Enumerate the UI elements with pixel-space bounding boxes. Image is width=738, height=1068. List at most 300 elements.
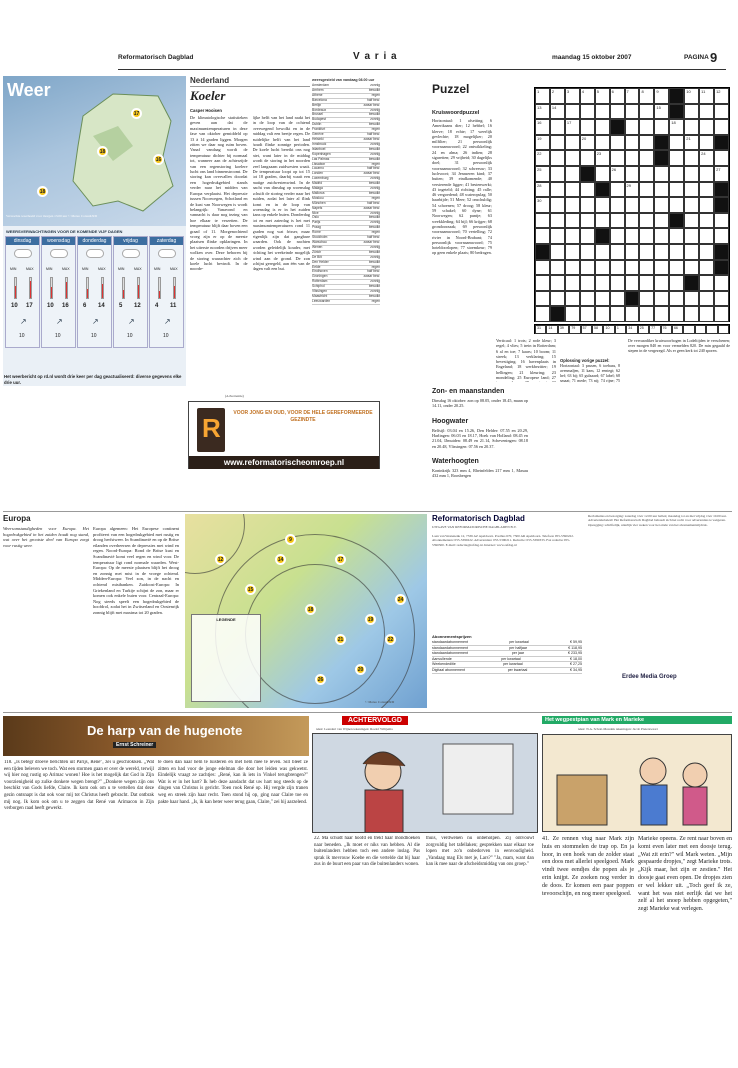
crossword-cell[interactable] bbox=[565, 244, 580, 260]
zon-text: Dinsdag 16 oktober: zon op 08.05, onder 18.45, maan op 14.11, onder 20.25. bbox=[432, 398, 528, 409]
thermometer bbox=[122, 277, 125, 299]
crossword-cell[interactable]: 12 bbox=[714, 88, 729, 104]
crossword-cell[interactable] bbox=[580, 291, 595, 307]
crossword-cell[interactable]: 20 bbox=[580, 135, 595, 151]
crossword-cell[interactable] bbox=[654, 213, 669, 229]
forecast-precip: 10 bbox=[19, 333, 25, 339]
crossword-cell[interactable] bbox=[684, 182, 699, 198]
weather-map bbox=[3, 76, 186, 226]
crossword-cell[interactable] bbox=[639, 119, 654, 135]
crossword-cell[interactable] bbox=[714, 119, 729, 135]
forecast-max: 11 bbox=[170, 303, 177, 309]
city: Oslo bbox=[312, 215, 319, 220]
crossword-cell[interactable] bbox=[535, 306, 550, 322]
crossword-cell[interactable]: 6 bbox=[610, 88, 625, 104]
crossword-cell[interactable] bbox=[699, 291, 714, 307]
forecast-min: 10 bbox=[11, 303, 18, 309]
crossword-cell[interactable]: 2 bbox=[550, 88, 565, 104]
crossword-cell[interactable] bbox=[595, 135, 610, 151]
crossword-cell[interactable]: 5 bbox=[595, 88, 610, 104]
wind-arrow-icon: ↗ bbox=[20, 317, 27, 326]
crossword-cell[interactable] bbox=[580, 275, 595, 291]
comic-text2: thuis, verdwenen nu onbeholpen. Zij ontvouwt zorgvuldig het tafellaken; gesprekken naar elkaar toe lopen met zo'n onbedorven in eenvoudigheid. „Vandaag mag Els met je, Lars?" "Ja, mam, want dan kan ik mee naar de afscheidsmiddag van ons groep." bbox=[426, 836, 534, 868]
condition: zwaar bew. bbox=[363, 205, 380, 210]
crossword-cell[interactable] bbox=[595, 182, 610, 198]
crossword-cell[interactable] bbox=[610, 260, 625, 276]
crossword-cell[interactable] bbox=[550, 228, 565, 244]
europe-temp: 26 bbox=[315, 674, 326, 685]
crossword-cell[interactable] bbox=[669, 197, 684, 213]
weather-table bbox=[312, 78, 380, 378]
wegpest-text2: Marieke opeens. Ze rent naar boven en komt even later met een doosje terug. „Wat zit erin?" wil Mark weten. „Mijn gespaarde dropjes," zegt Marieke trots. „Kijk maar, het zijn er zestien." Het doosje gaat even open. De dropjes zien er wel lekker uit. „Toch geef ik ze, want het was niet eerlijk dat we het zelf al het snoep hebben opgegeten," zegt Marieke wat verlegen. bbox=[638, 836, 732, 913]
crossword-cell[interactable] bbox=[595, 275, 610, 291]
crossword-cell[interactable]: 29 bbox=[625, 182, 640, 198]
crossword-cell[interactable] bbox=[639, 197, 654, 213]
crossword-cell[interactable] bbox=[535, 213, 550, 229]
puzzle-kicker: Puzzel bbox=[432, 82, 470, 96]
crossword-cell[interactable] bbox=[654, 260, 669, 276]
crossword-cell[interactable] bbox=[610, 306, 625, 322]
solution-cell[interactable]: 76 bbox=[661, 325, 672, 334]
solution-cell[interactable]: 79 bbox=[569, 325, 580, 334]
crossword-cell[interactable] bbox=[610, 197, 625, 213]
crossword-cell[interactable] bbox=[535, 275, 550, 291]
masthead: Reformatorisch Dagblad bbox=[118, 54, 194, 61]
crossword-cell[interactable]: 27 bbox=[714, 166, 729, 182]
crossword-cell[interactable] bbox=[699, 119, 714, 135]
crossword-cell[interactable] bbox=[625, 104, 640, 120]
nederland-col1: De klimatologische statistieken geven aan dat de maximumtemperaturen in deze fase van oktober gemiddeld op 13 à 14 graden liggen. Morgen zitten we daar nog ruim boven. Vanaf vandaag wordt de temperatuur dichter bij normaal tot, wanneer aan de achterzijde van een regenstoring koelere lucht ons land binnenstroomt. De storing kan overvallen doordat een hogedrukgebied stands verder naar het midden van Europa verplaatst. Het depressie tussen Noorwegen, Schotland en de kust van Noorwegen is wordt belangrijk: Vanavond en vannacht is daar nog tezing van hoe elkaar te verzetten. De temperatuur blijft daar boven een graad of 11. Morgenochtend vroeg zijn er op de meeste plaatsen flinke opklaringen. In het uiterste noorden drijven meer wolken over. Deze behoren bij de storing waarachter zich de koele lucht bevindt. In de noorde- bbox=[190, 115, 248, 272]
crossword-cell[interactable] bbox=[714, 244, 729, 260]
crossword-cell[interactable] bbox=[595, 244, 610, 260]
weather-block bbox=[3, 76, 186, 386]
crossword-cell[interactable] bbox=[654, 291, 669, 307]
crossword-cell[interactable] bbox=[714, 104, 729, 120]
legend-box bbox=[191, 614, 261, 702]
solution-cell[interactable] bbox=[695, 325, 706, 334]
crossword-solution[interactable] bbox=[534, 324, 730, 334]
crossword-cell[interactable] bbox=[610, 275, 625, 291]
rate-period: per kwartaal bbox=[501, 656, 521, 661]
crossword-cell[interactable] bbox=[639, 166, 654, 182]
city: Madrid bbox=[312, 181, 323, 186]
crossword-cell[interactable] bbox=[625, 244, 640, 260]
crossword-cell[interactable] bbox=[669, 244, 684, 260]
crossword-cell[interactable] bbox=[625, 291, 640, 307]
crossword-cell[interactable] bbox=[580, 213, 595, 229]
crossword-cell[interactable]: 24 bbox=[699, 150, 714, 166]
crossword-cell[interactable] bbox=[639, 260, 654, 276]
crossword-cell[interactable] bbox=[565, 260, 580, 276]
crossword-cell[interactable] bbox=[550, 291, 565, 307]
crossword-cell[interactable] bbox=[625, 119, 640, 135]
crossword-cell[interactable]: 1 bbox=[535, 88, 550, 104]
thermometer bbox=[101, 277, 104, 299]
crossword-cell[interactable] bbox=[669, 150, 684, 166]
crossword-cell[interactable] bbox=[565, 213, 580, 229]
crossword-cell[interactable] bbox=[625, 166, 640, 182]
crossword-cell[interactable] bbox=[699, 275, 714, 291]
crossword-cell[interactable] bbox=[550, 244, 565, 260]
crossword-cell[interactable] bbox=[669, 213, 684, 229]
crossword-cell[interactable]: 19 bbox=[535, 135, 550, 151]
crossword-cell[interactable] bbox=[595, 306, 610, 322]
omroep-logo bbox=[197, 408, 225, 452]
crossword-cell[interactable] bbox=[639, 306, 654, 322]
story-banner bbox=[3, 716, 309, 756]
crossword-cell[interactable] bbox=[625, 260, 640, 276]
forecast-min: 4 bbox=[155, 303, 159, 309]
crossword-cell[interactable]: 13 bbox=[535, 104, 550, 120]
crossword-cell[interactable] bbox=[684, 166, 699, 182]
europe-temp: 24 bbox=[395, 594, 406, 605]
solution-cell[interactable]: 1 bbox=[615, 325, 626, 334]
crossword-cell[interactable] bbox=[684, 244, 699, 260]
condition: zwaar bew. bbox=[363, 136, 380, 141]
nederland-title: Koeler bbox=[190, 86, 310, 104]
crossword-cell[interactable] bbox=[639, 213, 654, 229]
europe-temp: 9 bbox=[285, 534, 296, 545]
solution-cell[interactable] bbox=[683, 325, 694, 334]
crossword-cell[interactable] bbox=[580, 150, 595, 166]
crossword-cell[interactable] bbox=[565, 197, 580, 213]
crossword-cell[interactable] bbox=[565, 182, 580, 198]
crossword-cell[interactable] bbox=[654, 182, 669, 198]
crossword-cell[interactable] bbox=[610, 213, 625, 229]
rate-name: Weekendeditie bbox=[432, 662, 456, 667]
crossword-cell[interactable] bbox=[699, 182, 714, 198]
crossword-cell[interactable] bbox=[714, 182, 729, 198]
crossword-cell[interactable] bbox=[639, 104, 654, 120]
crossword-cell[interactable]: 25 bbox=[535, 166, 550, 182]
city: Warschau bbox=[312, 240, 327, 244]
city: Eelde bbox=[312, 264, 321, 269]
crossword-cell[interactable] bbox=[669, 306, 684, 322]
crossword-cell[interactable] bbox=[580, 260, 595, 276]
crossword-cell[interactable]: 14 bbox=[550, 104, 565, 120]
crossword-cell[interactable] bbox=[639, 182, 654, 198]
page-label: PAGINA bbox=[684, 54, 709, 61]
crossword-cell[interactable]: 18 bbox=[669, 119, 684, 135]
crossword-cell[interactable] bbox=[654, 119, 669, 135]
crossword-cell[interactable] bbox=[535, 244, 550, 260]
city: Arnhem bbox=[312, 87, 324, 92]
crossword-cell[interactable] bbox=[654, 197, 669, 213]
condition: regen bbox=[371, 127, 380, 132]
crossword-cell[interactable] bbox=[565, 104, 580, 120]
crossword-cell[interactable] bbox=[669, 135, 684, 151]
city: Londen bbox=[312, 171, 324, 176]
crossword-cell[interactable] bbox=[654, 244, 669, 260]
crossword-cell[interactable] bbox=[699, 197, 714, 213]
crossword-cell[interactable]: 30 bbox=[535, 197, 550, 213]
solution-cell[interactable]: 39 bbox=[558, 325, 569, 334]
crossword-cell[interactable] bbox=[684, 119, 699, 135]
crossword-cell[interactable] bbox=[654, 228, 669, 244]
crossword-cell[interactable] bbox=[699, 228, 714, 244]
crossword-cell[interactable] bbox=[699, 166, 714, 182]
crossword-cell[interactable] bbox=[714, 213, 729, 229]
city: Stockholm bbox=[312, 235, 328, 240]
comic-text1: 22. Ma schudt haar hoofd en trekt haar mondhoeken naar beneden. „Ik moet er niks van hebben. Al die buitenlanders hebben toch een andere inslag. Pas sprak ik mevrouw Koebe en die vertelde dat bij haar zus in de buurt een paar van die buitenlanders wonen. bbox=[314, 836, 420, 868]
crossword-cell[interactable] bbox=[699, 244, 714, 260]
crossword-cell[interactable] bbox=[684, 291, 699, 307]
city: München bbox=[312, 200, 326, 205]
crossword-cell[interactable] bbox=[639, 150, 654, 166]
crossword-cell[interactable] bbox=[625, 306, 640, 322]
city: Mallorca bbox=[312, 190, 325, 195]
advert-url[interactable]: www.reformatorischeomroep.nl bbox=[189, 456, 379, 469]
crossword-cell[interactable] bbox=[714, 291, 729, 307]
crossword-cell[interactable] bbox=[639, 275, 654, 291]
crossword-cell[interactable] bbox=[625, 213, 640, 229]
crossword-cell[interactable] bbox=[669, 291, 684, 307]
condition: zonnig bbox=[370, 107, 380, 112]
europe-temp: 17 bbox=[335, 554, 346, 565]
crossword-cell[interactable]: 4 bbox=[580, 88, 595, 104]
solution-cell[interactable]: 25 bbox=[638, 325, 649, 334]
crossword-cell[interactable] bbox=[595, 260, 610, 276]
crossword-cell[interactable] bbox=[714, 275, 729, 291]
crossword-cell[interactable] bbox=[610, 182, 625, 198]
city: Rome bbox=[312, 230, 321, 235]
crossword-cell[interactable]: 17 bbox=[565, 119, 580, 135]
crossword-cell[interactable] bbox=[565, 228, 580, 244]
city: Schiphol bbox=[312, 284, 325, 289]
crossword-cell[interactable] bbox=[625, 135, 640, 151]
city: Luxemburg bbox=[312, 176, 329, 181]
crossword-cell[interactable] bbox=[565, 166, 580, 182]
rates-table bbox=[432, 640, 582, 674]
crossword-cell[interactable]: 11 bbox=[699, 88, 714, 104]
crossword-cell[interactable]: 15 bbox=[654, 104, 669, 120]
crossword-cell[interactable] bbox=[669, 182, 684, 198]
rate-period: per kwartaal bbox=[507, 667, 528, 672]
europe-temp: 15 bbox=[245, 584, 256, 595]
crossword-cell[interactable] bbox=[565, 306, 580, 322]
crossword-cell[interactable] bbox=[625, 228, 640, 244]
crossword-cell[interactable] bbox=[669, 88, 684, 104]
solution-cell[interactable]: 66 bbox=[672, 325, 683, 334]
section-title: V a r i a bbox=[353, 51, 398, 62]
crossword-cell[interactable] bbox=[639, 228, 654, 244]
crossword-cell[interactable] bbox=[610, 228, 625, 244]
crossword-cell[interactable] bbox=[654, 306, 669, 322]
crossword-cell[interactable] bbox=[714, 306, 729, 322]
crossword-cell[interactable] bbox=[610, 119, 625, 135]
solution-cell[interactable]: 58 bbox=[592, 325, 603, 334]
crossword-cell[interactable] bbox=[684, 228, 699, 244]
crossword-cell[interactable] bbox=[595, 166, 610, 182]
crossword-cell[interactable] bbox=[714, 260, 729, 276]
solution-cell[interactable]: 31 bbox=[535, 325, 546, 334]
solution-cell[interactable]: 77 bbox=[649, 325, 660, 334]
crossword-cell[interactable] bbox=[550, 306, 565, 322]
crossword-cell[interactable] bbox=[714, 228, 729, 244]
crossword-cell[interactable] bbox=[699, 260, 714, 276]
crossword-cell[interactable] bbox=[684, 104, 699, 120]
city: Dublin bbox=[312, 122, 322, 127]
divider-mid bbox=[3, 511, 732, 512]
crossword-cell[interactable] bbox=[595, 104, 610, 120]
crossword-cell[interactable] bbox=[684, 275, 699, 291]
crossword-cell[interactable] bbox=[565, 275, 580, 291]
crossword-cell[interactable] bbox=[684, 260, 699, 276]
crossword-cell[interactable] bbox=[714, 135, 729, 151]
nederland-byline: Casper Hooisen bbox=[190, 108, 222, 113]
crossword-cell[interactable] bbox=[535, 228, 550, 244]
crossword-cell[interactable] bbox=[610, 244, 625, 260]
city: Leeuwarden bbox=[312, 298, 331, 303]
crossword-cell[interactable]: 10 bbox=[684, 88, 699, 104]
nederland-col2: lijke helft van het land raakt het in de loop van de ochtend overwegend bewolkt en in de middag valt een beetje regen. De zuidelijke helft van het land houdt flinke zonnige perioden. De koele lucht bereikt ons nog niet, want later in de middag wordt de storing in het noorden veel langzaam zuidwesten waait. De temperatuur loopt op tot 15 tot 18 graden, daarbij waait een matige zuidwestenwind. In de nacht van dinsdag op woensdag schuift de storing verder naar het zuiden, zodat het later al flink komt en in de loop van woensdag is er in het zuiden kans op enkele buien. Donderdag tot en met zaterdag is het met maximumtemperaturen rond 11 graden nog wat frisser, maar eigenlijk zijn dat gangbare waarden. Ook de nachten worden geleidelijk kouder, met richting het weekeinde mogelijk wind aan de grond. De zon schijnt geregeld, aan één van de dagen valt een bui. bbox=[252, 115, 310, 272]
crossword-cell[interactable] bbox=[654, 275, 669, 291]
condition: half bew. bbox=[366, 235, 380, 240]
crossword-cell[interactable] bbox=[669, 166, 684, 182]
city: Eindhoven bbox=[312, 269, 328, 274]
crossword-cell[interactable] bbox=[550, 275, 565, 291]
europe-temp: 20 bbox=[355, 664, 366, 675]
crossword-grid[interactable] bbox=[534, 87, 730, 322]
condition: zwaar bew. bbox=[363, 240, 380, 244]
crossword-cell[interactable] bbox=[714, 197, 729, 213]
crossword-cell[interactable]: 26 bbox=[610, 166, 625, 182]
comic-achtervolgd bbox=[312, 716, 538, 1066]
crossword-cell[interactable]: 8 bbox=[639, 88, 654, 104]
forecast-day bbox=[113, 236, 148, 348]
crossword-cell[interactable] bbox=[580, 244, 595, 260]
crossword-cell[interactable] bbox=[669, 275, 684, 291]
crossword-cell[interactable] bbox=[595, 213, 610, 229]
crossword-cell[interactable] bbox=[684, 306, 699, 322]
city: Budapest bbox=[312, 117, 326, 122]
crossword-cell[interactable] bbox=[625, 197, 640, 213]
cloud-icon bbox=[14, 249, 32, 258]
crossword-cell[interactable] bbox=[714, 150, 729, 166]
solution-cell[interactable] bbox=[718, 325, 729, 334]
crossword-cell[interactable] bbox=[625, 275, 640, 291]
crossword-cell[interactable] bbox=[669, 260, 684, 276]
europe-temp: 14 bbox=[275, 554, 286, 565]
condition: bewolkt bbox=[368, 190, 380, 195]
crossword-cell[interactable] bbox=[699, 104, 714, 120]
crossword-cell[interactable] bbox=[550, 150, 565, 166]
crossword-cell[interactable] bbox=[610, 135, 625, 151]
forecast-min: 10 bbox=[47, 303, 54, 309]
crossword-cell[interactable] bbox=[639, 244, 654, 260]
crossword-cell[interactable] bbox=[580, 104, 595, 120]
nederland-article bbox=[190, 76, 310, 376]
condition: bewolkt bbox=[368, 146, 380, 151]
crossword-cell[interactable] bbox=[610, 291, 625, 307]
isobar bbox=[245, 564, 385, 704]
crossword-cell[interactable]: 23 bbox=[595, 150, 610, 166]
crossword-cell[interactable] bbox=[550, 182, 565, 198]
crossword-cell[interactable] bbox=[565, 291, 580, 307]
crossword-cell[interactable] bbox=[580, 166, 595, 182]
crossword-cell[interactable] bbox=[550, 119, 565, 135]
crossword-cell[interactable] bbox=[654, 150, 669, 166]
crossword-cell[interactable] bbox=[699, 213, 714, 229]
thermometer bbox=[173, 277, 176, 299]
crossword-cell[interactable] bbox=[610, 150, 625, 166]
solution-cell[interactable]: 34 bbox=[626, 325, 637, 334]
forecast-min-label: MIN bbox=[82, 267, 89, 271]
crossword-cell[interactable] bbox=[580, 119, 595, 135]
crossword-cell[interactable] bbox=[684, 150, 699, 166]
crossword-cell[interactable] bbox=[580, 197, 595, 213]
condition: zonnig bbox=[370, 244, 380, 249]
europe-map-caption: © Meteo Consult/RD bbox=[365, 700, 395, 704]
crossword-cell[interactable] bbox=[550, 135, 565, 151]
crossword-cell[interactable] bbox=[595, 119, 610, 135]
crossword-cell[interactable]: 16 bbox=[535, 119, 550, 135]
solution-cell[interactable] bbox=[706, 325, 717, 334]
crossword-cell[interactable]: 22 bbox=[535, 150, 550, 166]
crossword-cell[interactable] bbox=[595, 197, 610, 213]
crossword-cell[interactable] bbox=[550, 166, 565, 182]
crossword-cell[interactable] bbox=[535, 291, 550, 307]
crossword-cell[interactable] bbox=[610, 104, 625, 120]
crossword-cell[interactable] bbox=[654, 135, 669, 151]
crossword-cell[interactable] bbox=[669, 104, 684, 120]
city: Lissabon bbox=[312, 161, 326, 166]
crossword-cell[interactable] bbox=[595, 291, 610, 307]
crossword-cell[interactable] bbox=[595, 228, 610, 244]
crossword-cell[interactable] bbox=[580, 182, 595, 198]
crossword-cell[interactable]: 9 bbox=[654, 88, 669, 104]
crossword-cell[interactable]: 21 bbox=[684, 135, 699, 151]
crossword-cell[interactable] bbox=[699, 135, 714, 151]
thermometer bbox=[65, 277, 68, 299]
crossword-cell[interactable] bbox=[565, 150, 580, 166]
crossword-cell[interactable] bbox=[639, 135, 654, 151]
crossword-cell[interactable]: 7 bbox=[625, 88, 640, 104]
crossword-cell[interactable] bbox=[550, 197, 565, 213]
crossword-cell[interactable] bbox=[565, 135, 580, 151]
wegpest-title: Het wegpestpian van Mark en Marieke bbox=[542, 716, 732, 724]
puzzle-block bbox=[432, 76, 732, 386]
solution-cell[interactable]: 14 bbox=[546, 325, 557, 334]
crossword-cell[interactable] bbox=[654, 166, 669, 182]
crossword-cell[interactable] bbox=[684, 213, 699, 229]
crossword-cell[interactable] bbox=[580, 306, 595, 322]
forecast-title: WEERSVERWACHTINGEN VOOR DE KOMENDE VIJF DAGEN bbox=[6, 229, 123, 234]
forecast-precip: 10 bbox=[163, 333, 169, 339]
crossword-cell[interactable]: 3 bbox=[565, 88, 580, 104]
crossword-cell[interactable] bbox=[535, 260, 550, 276]
solution-cell[interactable]: 10 bbox=[603, 325, 614, 334]
crossword-cell[interactable] bbox=[550, 260, 565, 276]
solution-label: Oplossing vorige puzzel: bbox=[560, 358, 610, 363]
crossword-cell[interactable]: 28 bbox=[535, 182, 550, 198]
crossword-cell[interactable] bbox=[669, 228, 684, 244]
crossword-cell[interactable] bbox=[684, 197, 699, 213]
condition: zonnig bbox=[370, 220, 380, 225]
crossword-cell[interactable] bbox=[580, 228, 595, 244]
advert-omroep[interactable] bbox=[188, 401, 380, 469]
hoogwater-text: Belfsijl: 03.04 en 15.26, Den Helder: 07.55 en 20.29, Harlingen: 06.03 en 18.17, Hoek van Holland: 08.45 en 21.04, IJmuiden: 08.49 en 21.14, Scheveningen: 08.18 en 20.48, Vlissingen: 07.56 en 20.37. bbox=[432, 428, 528, 449]
crossword-cell[interactable] bbox=[625, 150, 640, 166]
solution-cell[interactable]: 57 bbox=[581, 325, 592, 334]
condition: bewolkt bbox=[368, 249, 380, 254]
crossword-cell[interactable] bbox=[639, 291, 654, 307]
rate-period: per kwartaal bbox=[503, 662, 523, 667]
condition: zonnig bbox=[370, 279, 380, 284]
crossword-cell[interactable] bbox=[550, 213, 565, 229]
condition: regen bbox=[371, 161, 380, 166]
crossword-cell[interactable] bbox=[699, 306, 714, 322]
